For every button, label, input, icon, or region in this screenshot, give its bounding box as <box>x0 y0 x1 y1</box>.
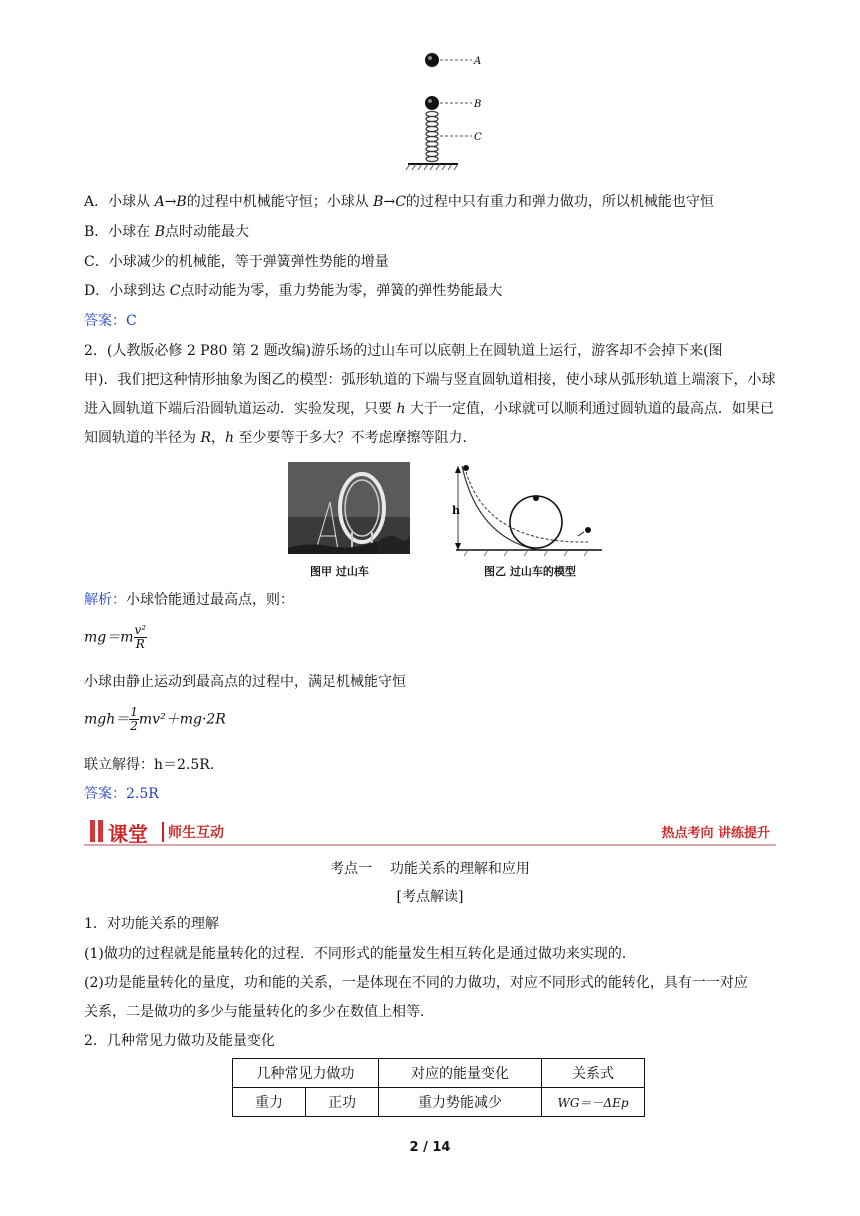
equation-2: mgh＝ $\frac{1}{2}$ mv²＋mg·2R <box>84 705 226 733</box>
ball-at-a <box>425 53 439 67</box>
answer-2: 答案：2.5R <box>84 786 159 802</box>
caption-jia: 图甲 过山车 <box>310 565 369 578</box>
option-c: C．小球减少的机械能，等于弹簧弹性势能的增量 <box>84 254 389 270</box>
caption-yi: 图乙 过山车的模型 <box>484 565 576 578</box>
section-banner <box>84 818 776 846</box>
h-label: h <box>452 504 460 517</box>
roller-coaster-photo <box>288 462 410 554</box>
label-c: C <box>474 132 482 143</box>
loop-circle <box>510 496 562 548</box>
section-p2: (1)做功的过程就是能量转化的过程．不同形式的能量发生相互转化是通过做功来实现的． <box>84 946 636 962</box>
section-p3a: (2)功是能量转化的量度，功和能的关系，一是体现在不同的力做功，对应不同形式的能转化，具有一一对应 <box>84 975 748 991</box>
answer-1: 答案：C <box>84 313 137 329</box>
loop-model-diagram <box>448 458 608 558</box>
ball-at-b <box>425 96 439 110</box>
banner-right: 热点考向 讲练提升 <box>661 826 770 841</box>
q2-line-1: 2．(人教版必修 2 P80 第 2 题改编)游乐场的过山车可以底朝上在圆轨道上运行，游客却不会掉下来(图 <box>84 343 723 359</box>
label-b: B <box>474 99 482 110</box>
table-row <box>233 1088 645 1117</box>
table-cell: WG＝－ΔEp <box>542 1088 645 1117</box>
solution-line-2: 小球由静止运动到最高点的过程中，满足机械能守恒 <box>84 674 406 690</box>
curved-track <box>462 466 598 550</box>
banner-subtitle: 师生互动 <box>162 822 224 842</box>
table-cell: 重力势能减少 <box>379 1088 542 1117</box>
label-a: A <box>474 56 482 67</box>
table-cell: 重力 <box>233 1088 306 1117</box>
table-cell: 正功 <box>306 1088 379 1117</box>
q2-line-4: 知圆轨道的半径为 R，h 至少要等于多大？不考虑摩擦等阻力． <box>84 430 477 446</box>
table-header: 几种常见力做功 <box>233 1059 379 1088</box>
table-header-row <box>233 1059 645 1088</box>
page-number: 2 / 14 <box>409 1140 451 1155</box>
section-p3b: 关系，二是做功的多少与能量转化的多少在数值上相等． <box>84 1004 434 1020</box>
option-d: D．小球到达 C点时动能为零，重力势能为零，弹簧的弹性势能最大 <box>84 283 503 299</box>
section-p4: 2．几种常见力做功及能量变化 <box>84 1033 275 1049</box>
table-header: 对应的能量变化 <box>379 1059 542 1088</box>
section-title: 考点一 功能关系的理解和应用 <box>330 861 530 877</box>
spring-ball-figure <box>400 48 500 174</box>
equation-1: mg＝m $\frac{\text{v²}}{R}$ <box>84 623 147 651</box>
energy-table <box>232 1058 645 1117</box>
section-p1: 1．对功能关系的理解 <box>84 916 219 932</box>
solution-line-3: 联立解得：h＝2.5R. <box>84 757 215 773</box>
option-b: B．小球在 B点时动能最大 <box>84 224 250 240</box>
banner-title: 课堂 <box>108 822 148 846</box>
section-subtitle: [考点解读] <box>396 889 464 905</box>
q2-line-3: 进入圆轨道下端后沿圆轨道运动．实验发现，只要 h 大于一定值，小球就可以顺利通过圆轨道的最高点．如果已 <box>84 401 774 417</box>
q2-line-2: 甲)．我们把这种情形抽象为图乙的模型：弧形轨道的下端与竖直圆轨道相接，使小球从弧形轨道上端滚下，小球 <box>84 372 776 388</box>
table-header: 关系式 <box>542 1059 645 1088</box>
option-a: A．小球从 A→B的过程中机械能守恒；小球从 B→C的过程中只有重力和弹力做功，所以机械能也守恒 <box>84 194 714 210</box>
spring <box>426 112 438 162</box>
solution-line-1: 解析：小球恰能通过最高点，则： <box>84 592 294 608</box>
